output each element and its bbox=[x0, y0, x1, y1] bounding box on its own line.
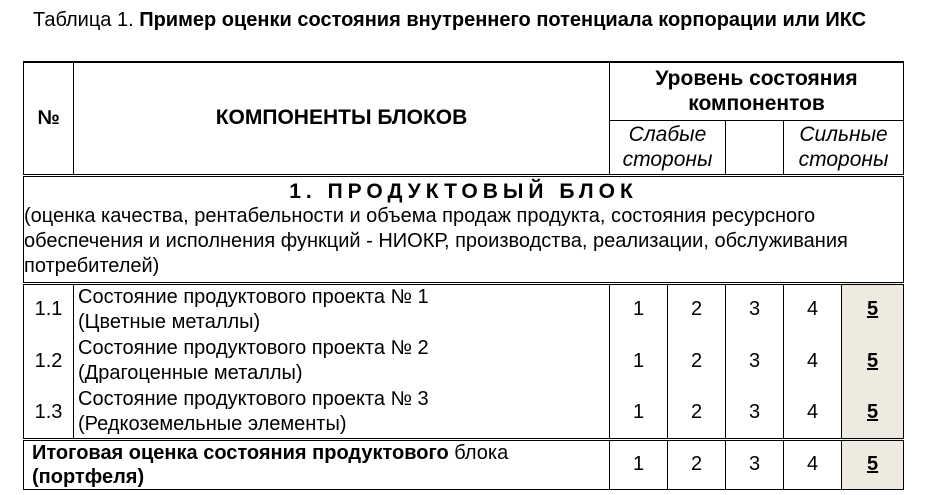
score-5-selected: 5 bbox=[842, 387, 904, 439]
total-row bbox=[24, 439, 904, 489]
block-cell bbox=[24, 175, 904, 283]
row-num: 1.2 bbox=[24, 335, 74, 387]
block-description: (оценка качества, рентабельности и объема продаж продукта, состояния ресурсного обеспечения и исполнения функций - НИОКР, производства, реализации, обслуживания потребителей) bbox=[24, 204, 848, 277]
row-name bbox=[74, 335, 610, 387]
row-title: Состояние продуктового проекта № 1 bbox=[78, 285, 429, 308]
score-5-selected: 5 bbox=[842, 335, 904, 387]
total-score-4: 4 bbox=[784, 439, 842, 489]
block-title: 1. ПРОДУКТОВЫЙ БЛОК bbox=[289, 179, 638, 203]
row-subtitle: (Редкоземельные элементы) bbox=[78, 413, 347, 436]
total-score-2: 2 bbox=[668, 439, 726, 489]
table-row bbox=[24, 387, 904, 439]
score-1: 1 bbox=[610, 387, 668, 439]
total-score-3: 3 bbox=[726, 439, 784, 489]
row-subtitle: (Цветные металлы) bbox=[78, 310, 261, 333]
score-4: 4 bbox=[784, 283, 842, 335]
table-caption bbox=[33, 8, 893, 32]
row-title: Состояние продуктового проекта № 3 bbox=[78, 388, 429, 411]
score-1: 1 bbox=[610, 335, 668, 387]
score-2: 2 bbox=[668, 387, 726, 439]
score-3: 3 bbox=[726, 335, 784, 387]
header-level: Уровень состояния компонентов bbox=[610, 62, 904, 120]
header-strong: Сильные стороны bbox=[784, 120, 904, 175]
table-row bbox=[24, 283, 904, 335]
header-middle bbox=[726, 120, 784, 175]
score-2: 2 bbox=[668, 335, 726, 387]
total-label-bold2: (портфеля) bbox=[32, 465, 145, 488]
total-label bbox=[24, 439, 610, 489]
header-num: № bbox=[24, 62, 74, 175]
score-4: 4 bbox=[784, 335, 842, 387]
total-label-bold: Итоговая оценка состояния продуктового bbox=[32, 441, 449, 464]
score-4: 4 bbox=[784, 387, 842, 439]
caption-prefix: Таблица 1. bbox=[33, 9, 140, 31]
total-label-normal: блока bbox=[448, 441, 509, 464]
score-2: 2 bbox=[668, 283, 726, 335]
score-1: 1 bbox=[610, 283, 668, 335]
score-3: 3 bbox=[726, 387, 784, 439]
caption-title: Пример оценки состояния внутреннего потенциала корпорации или ИКС bbox=[139, 9, 867, 31]
row-num: 1.1 bbox=[24, 283, 74, 335]
header-weak: Слабые стороны bbox=[610, 120, 726, 175]
row-num: 1.3 bbox=[24, 387, 74, 439]
score-3: 3 bbox=[726, 283, 784, 335]
header-components: КОМПОНЕНТЫ БЛОКОВ bbox=[74, 62, 610, 175]
row-subtitle: (Драгоценные металлы) bbox=[78, 362, 303, 384]
total-score-5-selected: 5 bbox=[842, 439, 904, 489]
assessment-table bbox=[23, 61, 904, 490]
score-5-selected: 5 bbox=[842, 283, 904, 335]
row-name bbox=[74, 283, 610, 335]
row-title: Состояние продуктового проекта № 2 bbox=[78, 337, 429, 359]
table-row bbox=[24, 335, 904, 387]
total-score-1: 1 bbox=[610, 439, 668, 489]
row-name bbox=[74, 387, 610, 439]
